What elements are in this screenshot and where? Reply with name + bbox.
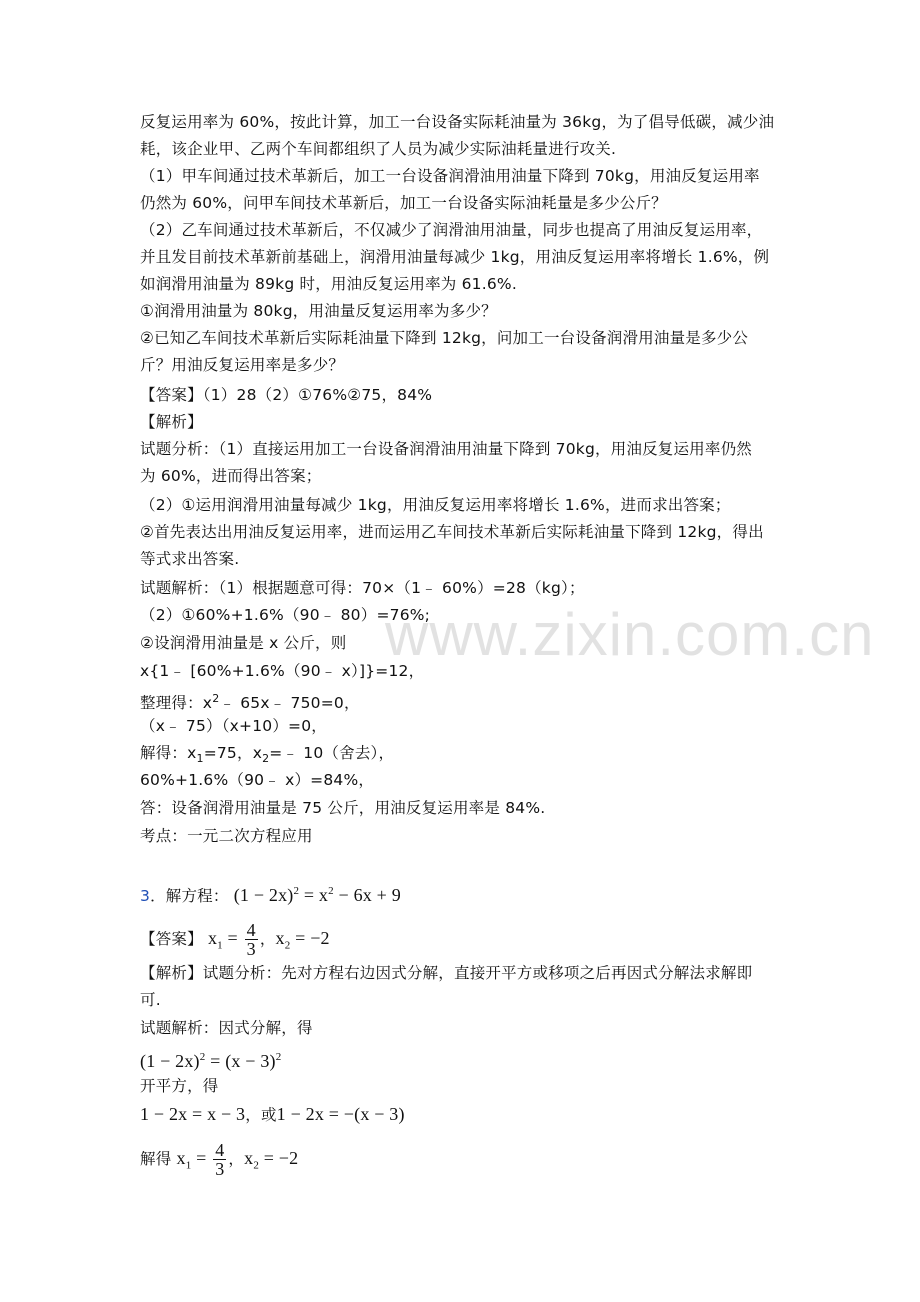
text-line: 试题分析：（1）直接运用加工一台设备润滑油用油量下降到 70kg，用油反复运用率仍然 [140, 440, 752, 458]
watermark: www.zixin.com.cn [385, 601, 875, 668]
text-line: 等式求出答案. [140, 550, 240, 568]
fraction: $\frac{4}{3}$ [246, 920, 256, 959]
text-line: ②首先表达出用油反复运用率，进而运用乙车间技术革新后实际耗油量下降到 12kg，得出 [140, 523, 764, 541]
equation: $(1 - 2x)^2 = x^2 - 6x + 9$ [233, 885, 401, 905]
text-line: 反复运用率为 60%，按此计算，加工一台设备实际耗油量为 36kg，为了倡导低碳，减少油 [140, 113, 775, 131]
text-line: ②已知乙车间技术革新后实际耗油量下降到 12kg，问加工一台设备润滑用油量是多少公 [140, 329, 749, 347]
question-3: 3．解方程： $(1 - 2x)^2 = x^2 - 6x + 9$ [140, 885, 401, 905]
analysis-heading: 【解析】 [140, 413, 203, 431]
solve-line: 解得：$x_1=75$，$x_2=﹣$ 10（舍去）， [140, 744, 395, 766]
fraction: $\frac{4}{3}$ [215, 1140, 225, 1179]
text-line: 耗，该企业甲、乙两个车间都组织了人员为减少实际油耗量进行攻关. [140, 140, 617, 158]
text-line: （1）甲车间通过技术革新后，加工一台设备润滑油用油量下降到 70kg，用油反复运用率 [140, 167, 760, 185]
q3-step2: 开平方，得 [140, 1077, 219, 1095]
q3-solution-intro: 试题解析：因式分解，得 [140, 1019, 313, 1037]
text-line: （2）①运用润滑用油量每减少 1kg，用油反复运用率将增长 1.6%，进而求出答案； [140, 496, 731, 514]
q3-analysis-cont: 可. [140, 991, 161, 1009]
topic-line: 考点：一元二次方程应用 [140, 827, 313, 845]
text-line: x{1﹣ [60%+1.6%（90﹣ x）]}=12， [140, 662, 425, 680]
text-line: （2）①60%+1.6%（90﹣ 80）=76%; [140, 606, 431, 624]
text-line: ①润滑用油量为 80kg，用油量反复运用率为多少？ [140, 302, 497, 320]
q3-step3: 1 − 2x = x − 3，或1 − 2x = −(x − 3) [140, 1104, 405, 1124]
q3-analysis: 【解析】试题分析：先对方程右边因式分解，直接开平方或移项之后再因式分解法求解即 [140, 964, 753, 982]
factor-line: （x﹣ 75）（x+10）=0， [140, 717, 328, 735]
text-line: 为 60%，进而得出答案； [140, 467, 322, 485]
q3-step1: $(1 - 2x)^2 = (x - 3)^2$ [140, 1051, 282, 1071]
question-number: 3 [140, 887, 151, 905]
q3-final: 解得 $x_1$ = $\frac{4}{3}$ ，$x_2 = -2$ [140, 1140, 299, 1179]
text-line: 如润滑用油量为 89kg 时，用油反复运用率为 61.6%. [140, 275, 517, 293]
answer-line: 【答案】（1）28（2）①76%②75，84% [140, 386, 433, 404]
simplify-line: 整理得：$x^2﹣$ 65x﹣ 750=0， [140, 692, 360, 713]
q3-answer: 【答案】 $x_1$ = $\frac{4}{3}$ ，$x_2 = -2$ [140, 920, 330, 959]
text-line: ②设润滑用油量是 x 公斤，则 [140, 634, 347, 652]
text-line: 试题解析：（1）根据题意可得：70×（1﹣ 60%）=28（kg）； [140, 579, 585, 597]
rate-line: 60%+1.6%（90﹣ x）=84%， [140, 771, 375, 789]
reply-line: 答：设备润滑用油量是 75 公斤，用油反复运用率是 84%. [140, 799, 546, 817]
text-line: 斤？用油反复运用率是多少？ [140, 356, 345, 374]
text-line: 并且发目前技术革新前基础上，润滑用油量每减少 1kg，用油反复运用率将增长 1.6%，例 [140, 248, 770, 266]
text-line: 仍然为 60%，问甲车间技术革新后，加工一台设备实际油耗量是多少公斤？ [140, 194, 667, 212]
text-line: （2）乙车间通过技术革新后，不仅减少了润滑油用油量，同步也提高了用油反复运用率， [140, 221, 763, 239]
